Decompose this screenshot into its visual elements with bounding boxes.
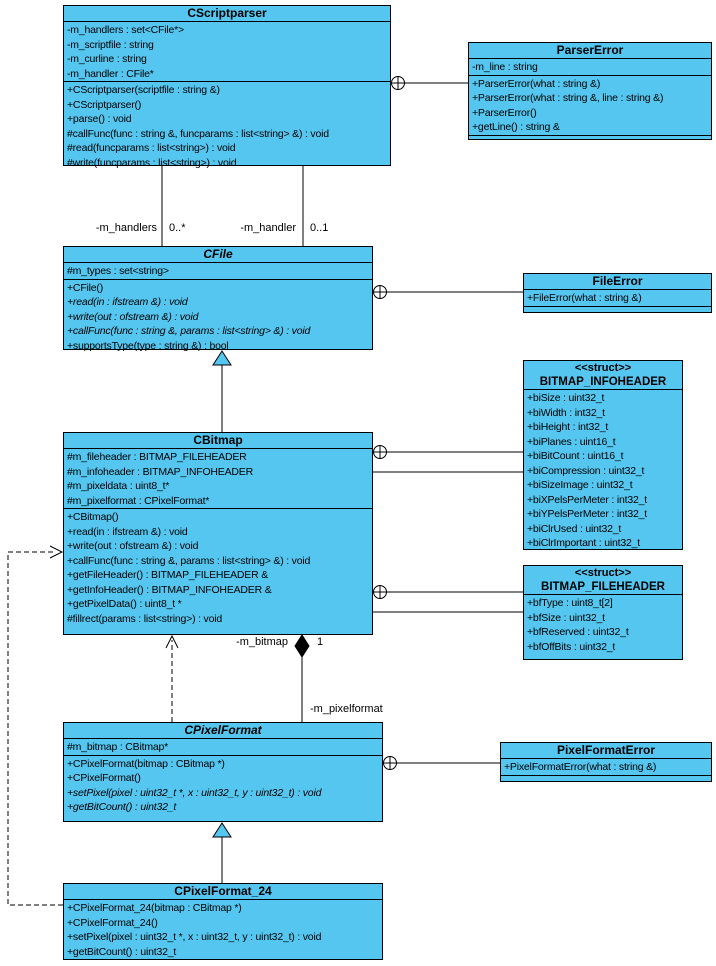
methods-compartment bbox=[501, 758, 711, 775]
containment-cbitmap-fileheader bbox=[374, 586, 524, 599]
class-title: BITMAP_FILEHEADER bbox=[541, 581, 665, 593]
attributes-compartment bbox=[64, 21, 390, 81]
method-row: +ParserError(what : string &, line : string &) bbox=[472, 92, 664, 104]
attribute-row: +biPlanes : uint16_t bbox=[527, 435, 616, 448]
attributes-compartment bbox=[469, 58, 711, 75]
class-title: FileError bbox=[592, 274, 643, 288]
methods-compartment bbox=[524, 289, 711, 306]
attribute-row: +biSizeImage : uint32_t bbox=[527, 479, 633, 491]
dependency-cpixelformat-cbitmap bbox=[166, 636, 178, 722]
composition-diamond-icon bbox=[295, 635, 309, 657]
attribute-row: +biClrUsed : uint32_t bbox=[527, 522, 622, 535]
method-row: +supportsType(type : string &) : bool bbox=[67, 339, 229, 352]
anchor-icon bbox=[374, 586, 387, 599]
attribute-row: +biSize : uint32_t bbox=[527, 392, 605, 404]
method-row: +callFunc(func : string &, params : list<string> &) : void bbox=[67, 325, 311, 337]
method-row: #write(funcparams : list<string>) : void bbox=[67, 156, 237, 169]
class-bitmap-infoheader[interactable] bbox=[523, 360, 683, 550]
method-row: +CPixelFormat() bbox=[67, 772, 141, 784]
class-title: CPixelFormat bbox=[184, 723, 262, 737]
class-cfile[interactable] bbox=[63, 246, 373, 350]
generalization-cpixelformat24-cpixelformat bbox=[213, 823, 231, 883]
attribute-row: -m_handlers : set<CFile*> bbox=[67, 24, 184, 36]
attribute-row: +biBitCount : uint16_t bbox=[527, 450, 624, 462]
class-cscriptparser[interactable] bbox=[63, 5, 391, 169]
attribute-row: -m_scriptfile : string bbox=[67, 38, 154, 51]
method-row: #callFunc(func : string &, funcparams : list<string> &) : void bbox=[67, 127, 329, 140]
attribute-row: +biYPelsPerMeter : int32_t bbox=[527, 508, 647, 520]
containment-scriptparser-parsererror bbox=[392, 77, 469, 90]
attributes-compartment bbox=[64, 738, 382, 755]
methods-compartment bbox=[469, 75, 711, 135]
role-label-m-handlers: -m_handlers bbox=[95, 222, 157, 234]
methods-compartment bbox=[64, 279, 372, 354]
attribute-row: -m_curline : string bbox=[67, 53, 147, 65]
role-label-m-handler: -m_handler bbox=[240, 222, 296, 234]
attribute-row: #m_infoheader : BITMAP_INFOHEADER bbox=[67, 465, 253, 478]
attribute-row: #m_bitmap : CBitmap* bbox=[67, 741, 169, 753]
dependency-cpixelformat24-cbitmap bbox=[8, 546, 63, 905]
anchor-icon bbox=[374, 446, 387, 459]
method-row: +setPixel(pixel : uint32_t *, x : uint32_t, y : uint32_t) : void bbox=[67, 786, 322, 799]
composition-cbitmap-cpixelformat bbox=[295, 635, 309, 722]
method-row: +read(in : ifstream &) : void bbox=[67, 525, 188, 538]
containment-cfile-fileerror bbox=[374, 286, 524, 299]
class-title: BITMAP_INFOHEADER bbox=[539, 376, 667, 388]
attribute-row: +biXPelsPerMeter : int32_t bbox=[527, 493, 647, 506]
class-title: CBitmap bbox=[193, 433, 243, 447]
dependency-arrow-icon bbox=[50, 546, 62, 558]
attribute-row: +biWidth : int32_t bbox=[527, 406, 605, 419]
method-row: +callFunc(func : string &, params : list<string> &) : void bbox=[67, 554, 311, 567]
class-cbitmap[interactable] bbox=[63, 432, 373, 635]
class-cpixelformat[interactable] bbox=[63, 722, 383, 822]
method-row: +getFileHeader() : BITMAP_FILEHEADER & bbox=[67, 569, 269, 581]
attributes-compartment bbox=[524, 389, 682, 551]
class-title: CScriptparser bbox=[187, 6, 267, 20]
generalization-arrow-icon bbox=[213, 823, 231, 837]
attribute-row: #m_types : set<string> bbox=[67, 265, 169, 277]
method-row: +getLine() : string & bbox=[472, 121, 560, 133]
class-title: ParserError bbox=[556, 43, 624, 57]
method-row: #fillrect(params : list<string>) : void bbox=[67, 612, 223, 625]
method-row: +CFile() bbox=[67, 281, 104, 294]
attribute-row: #m_pixeldata : uint8_t* bbox=[67, 480, 170, 492]
method-row: +parse() : void bbox=[67, 113, 132, 125]
class-title: CFile bbox=[203, 247, 233, 261]
method-row: +PixelFormatError(what : string &) bbox=[504, 761, 657, 773]
methods-compartment bbox=[64, 81, 390, 170]
multiplicity-label-bitmap: 1 bbox=[317, 636, 324, 648]
empty-compartment bbox=[524, 306, 711, 313]
containment-cpixelformat-pixelformaterror bbox=[384, 757, 501, 770]
attribute-row: +biCompression : uint32_t bbox=[527, 464, 645, 477]
attribute-row: #m_fileheader : BITMAP_FILEHEADER bbox=[67, 451, 247, 463]
role-label-m-bitmap: -m_bitmap bbox=[236, 636, 288, 648]
method-row: +FileError(what : string &) bbox=[527, 292, 642, 304]
attribute-row: +biClrImportant : uint32_t bbox=[527, 537, 640, 549]
class-cpixelformat24[interactable] bbox=[63, 883, 383, 960]
method-row: +CBitmap() bbox=[67, 511, 119, 523]
attribute-row: +bfOffBits : uint32_t bbox=[527, 640, 616, 653]
empty-compartment bbox=[501, 775, 711, 782]
class-parsererror[interactable] bbox=[468, 42, 712, 140]
multiplicity-label-handlers: 0..* bbox=[169, 222, 186, 234]
method-row: +CScriptparser(scriptfile : string &) bbox=[67, 84, 220, 96]
attribute-row: +bfSize : uint32_t bbox=[527, 611, 605, 624]
class-title: CPixelFormat_24 bbox=[174, 884, 272, 898]
stereotype-label: <<struct>> bbox=[574, 362, 632, 374]
methods-compartment bbox=[64, 508, 372, 634]
generalization-cbitmap-cfile bbox=[213, 351, 231, 432]
anchor-icon bbox=[374, 286, 387, 299]
method-row: +getPixelData() : uint8_t * bbox=[67, 598, 182, 610]
multiplicity-label-handler: 0..1 bbox=[310, 222, 329, 234]
method-row: +write(out : ofstream &) : void bbox=[67, 310, 199, 323]
attribute-row: #m_pixelformat : CPixelFormat* bbox=[67, 494, 210, 507]
attributes-compartment bbox=[64, 262, 372, 279]
attribute-row: -m_handler : CFile* bbox=[67, 67, 154, 80]
method-row: +getBitCount() : uint32_t bbox=[67, 801, 177, 813]
method-row: +getInfoHeader() : BITMAP_INFOHEADER & bbox=[67, 583, 272, 596]
method-row: +getBitCount() : uint32_t bbox=[67, 945, 177, 958]
anchor-icon bbox=[384, 757, 397, 770]
method-row: +ParserError() bbox=[472, 106, 537, 119]
attribute-row: -m_line : string bbox=[472, 61, 538, 73]
attribute-row: +bfReserved : uint32_t bbox=[527, 626, 629, 638]
methods-compartment bbox=[64, 899, 382, 959]
method-row: +CPixelFormat_24() bbox=[67, 916, 158, 929]
empty-compartment bbox=[469, 135, 711, 140]
attribute-row: +bfType : uint8_t[2] bbox=[527, 597, 613, 609]
containment-cbitmap-infoheader bbox=[374, 446, 524, 459]
method-row: +write(out : ofstream &) : void bbox=[67, 540, 199, 552]
attribute-row: +biHeight : int32_t bbox=[527, 421, 609, 433]
generalization-arrow-icon bbox=[213, 351, 231, 365]
attributes-compartment bbox=[64, 448, 372, 508]
method-row: +CPixelFormat_24(bitmap : CBitmap *) bbox=[67, 902, 242, 914]
method-row: +CPixelFormat(bitmap : CBitmap *) bbox=[67, 757, 225, 770]
class-bitmap-fileheader[interactable] bbox=[523, 565, 683, 660]
dependency-arrow-icon bbox=[166, 636, 178, 648]
anchor-icon bbox=[392, 77, 405, 90]
method-row: #read(funcparams : list<string>) : void bbox=[67, 142, 236, 154]
class-title: PixelFormatError bbox=[556, 743, 656, 757]
method-row: +read(in : ifstream &) : void bbox=[67, 296, 188, 308]
stereotype-label: <<struct>> bbox=[574, 567, 632, 579]
class-fileerror[interactable] bbox=[523, 273, 712, 313]
method-row: +CScriptparser() bbox=[67, 98, 142, 111]
role-label-m-pixelformat: -m_pixelformat bbox=[310, 703, 383, 715]
attributes-compartment bbox=[524, 594, 682, 659]
methods-compartment bbox=[64, 755, 382, 822]
class-pixelformaterror[interactable] bbox=[500, 742, 712, 782]
method-row: +ParserError(what : string &) bbox=[472, 77, 601, 90]
method-row: +setPixel(pixel : uint32_t *, x : uint32_t, y : uint32_t) : void bbox=[67, 931, 322, 943]
